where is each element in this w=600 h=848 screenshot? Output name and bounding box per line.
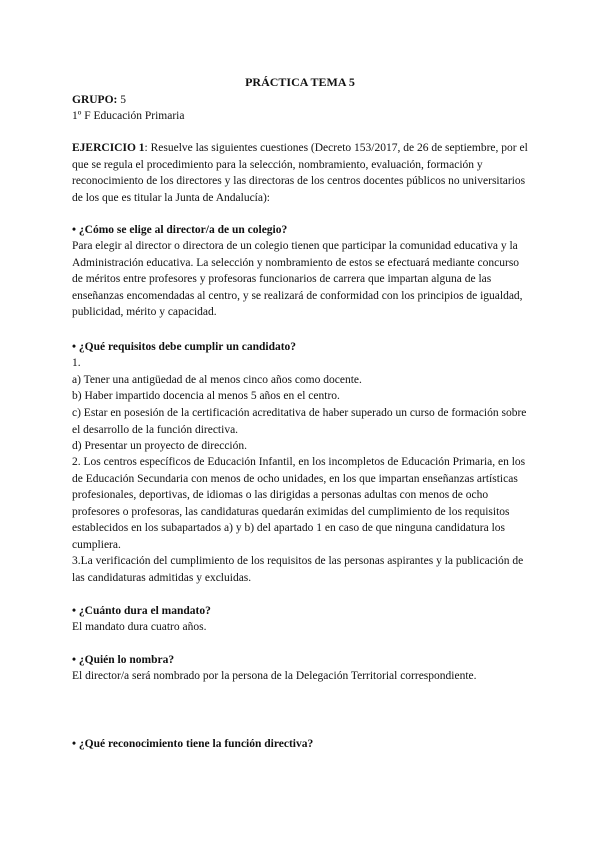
answer-line: c) Estar en posesión de la certificación acreditativa de haber superado un curso de formación sobre el desarrollo de la función directiva. [72, 407, 527, 436]
answer-line: El mandato dura cuatro años. [72, 621, 207, 633]
page-title: PRÁCTICA TEMA 5 [245, 75, 355, 89]
answer-line: 1. [72, 357, 81, 369]
ejercicio-paragraph [72, 140, 532, 206]
question-heading: • ¿Quién lo nombra? [72, 654, 175, 666]
answer-paragraph: 3.La verificación del cumplimiento de los requisitos de las personas aspirantes y la publicación de las candidaturas admitidas y excluidas. [72, 555, 524, 584]
question-heading: • ¿Qué reconocimiento tiene la función directiva? [72, 738, 314, 750]
course-line: 1º F Educación Primaria [72, 110, 185, 122]
answer-paragraph: 2. Los centros específicos de Educación Infantil, en los incompletos de Educación Primaria, en los de Educación Secundaria con menos de ocho unidades, en los que impartan enseñanzas artísticas profesionales, deportivas, de idiomas o las dirigidas a personas adultas con menos de ocho profesores o profesoras, las candidaturas quedarán eximidas del cumplimiento de los requisitos establecidos en los subapartados a) y b) del apartado 1 en caso de que ninguna candidatura los cumpliera. [72, 456, 526, 551]
answer-paragraph: Para elegir al director o directora de un colegio tienen que participar la comunidad educativa y la Administración educativa. La selección y nombramiento de estos se efectuará mediante concurso de méritos entre profesores y profesoras funcionarios de carrera que impartan alguna de las enseñanzas encomendadas al centro, y se realizará de conformidad con los principios de igualdad, publicidad, mérito y capacidad. [72, 240, 523, 318]
answer-line: b) Haber impartido docencia al menos 5 años en el centro. [72, 390, 340, 402]
answer-line: El director/a será nombrado por la persona de la Delegación Territorial correspondiente. [72, 670, 477, 682]
ejercicio-label: EJERCICIO 1 [72, 142, 145, 154]
grupo-value: 5 [120, 94, 126, 106]
grupo-label: GRUPO: [72, 94, 118, 106]
question-heading: • ¿Cuánto dura el mandato? [72, 605, 211, 617]
answer-line: a) Tener una antigüedad de al menos cinco años como docente. [72, 374, 362, 386]
ejercicio-text: : Resuelve las siguientes cuestiones (Decreto 153/2017, de 26 de septiembre, por el que se regula el procedimiento para la selección, nombramiento, evaluación, formación y reconocimiento de los directores y las directoras de los centros docentes públicos no universitarios de los que es titular la Junta de Andalucía): [72, 142, 528, 204]
grupo-line [72, 92, 532, 109]
answer-line: d) Presentar un proyecto de dirección. [72, 440, 247, 452]
question-heading: • ¿Cómo se elige al director/a de un colegio? [72, 224, 288, 236]
question-heading: • ¿Qué requisitos debe cumplir un candidato? [72, 341, 297, 353]
